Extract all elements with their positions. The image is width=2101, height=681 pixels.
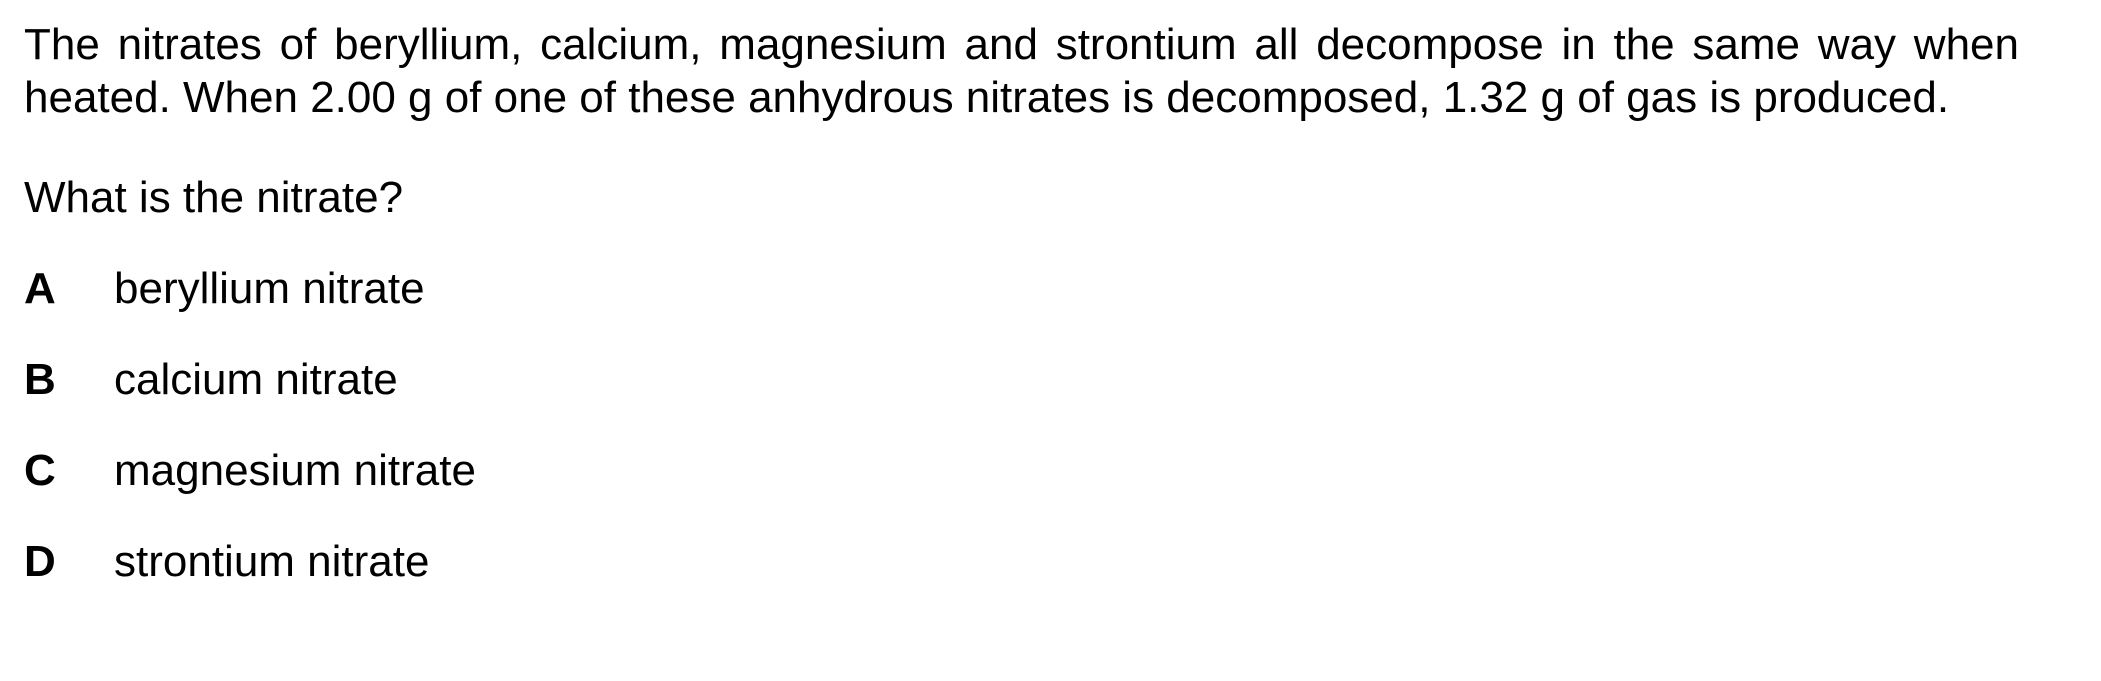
question-stem: The nitrates of beryllium, calcium, magnesium and strontium all decompose in the same way when heated. When 2.00 g of one of these anhydrous nitrates is decomposed, 1.32 g of gas is produced. bbox=[24, 20, 2019, 122]
option-text: strontium nitrate bbox=[114, 537, 430, 586]
option-c[interactable] bbox=[24, 444, 2024, 535]
option-text: calcium nitrate bbox=[114, 355, 398, 404]
option-text: beryllium nitrate bbox=[114, 264, 425, 313]
option-a[interactable] bbox=[24, 262, 2024, 353]
option-letter: D bbox=[24, 537, 56, 586]
option-letter: A bbox=[24, 264, 56, 313]
option-text: magnesium nitrate bbox=[114, 446, 476, 495]
option-b[interactable] bbox=[24, 353, 2024, 444]
question-prompt: What is the nitrate? bbox=[24, 173, 404, 222]
answer-options bbox=[24, 262, 2024, 626]
question-block bbox=[24, 18, 2024, 626]
option-letter: B bbox=[24, 355, 56, 404]
option-d[interactable] bbox=[24, 535, 2024, 626]
option-letter: C bbox=[24, 446, 56, 495]
